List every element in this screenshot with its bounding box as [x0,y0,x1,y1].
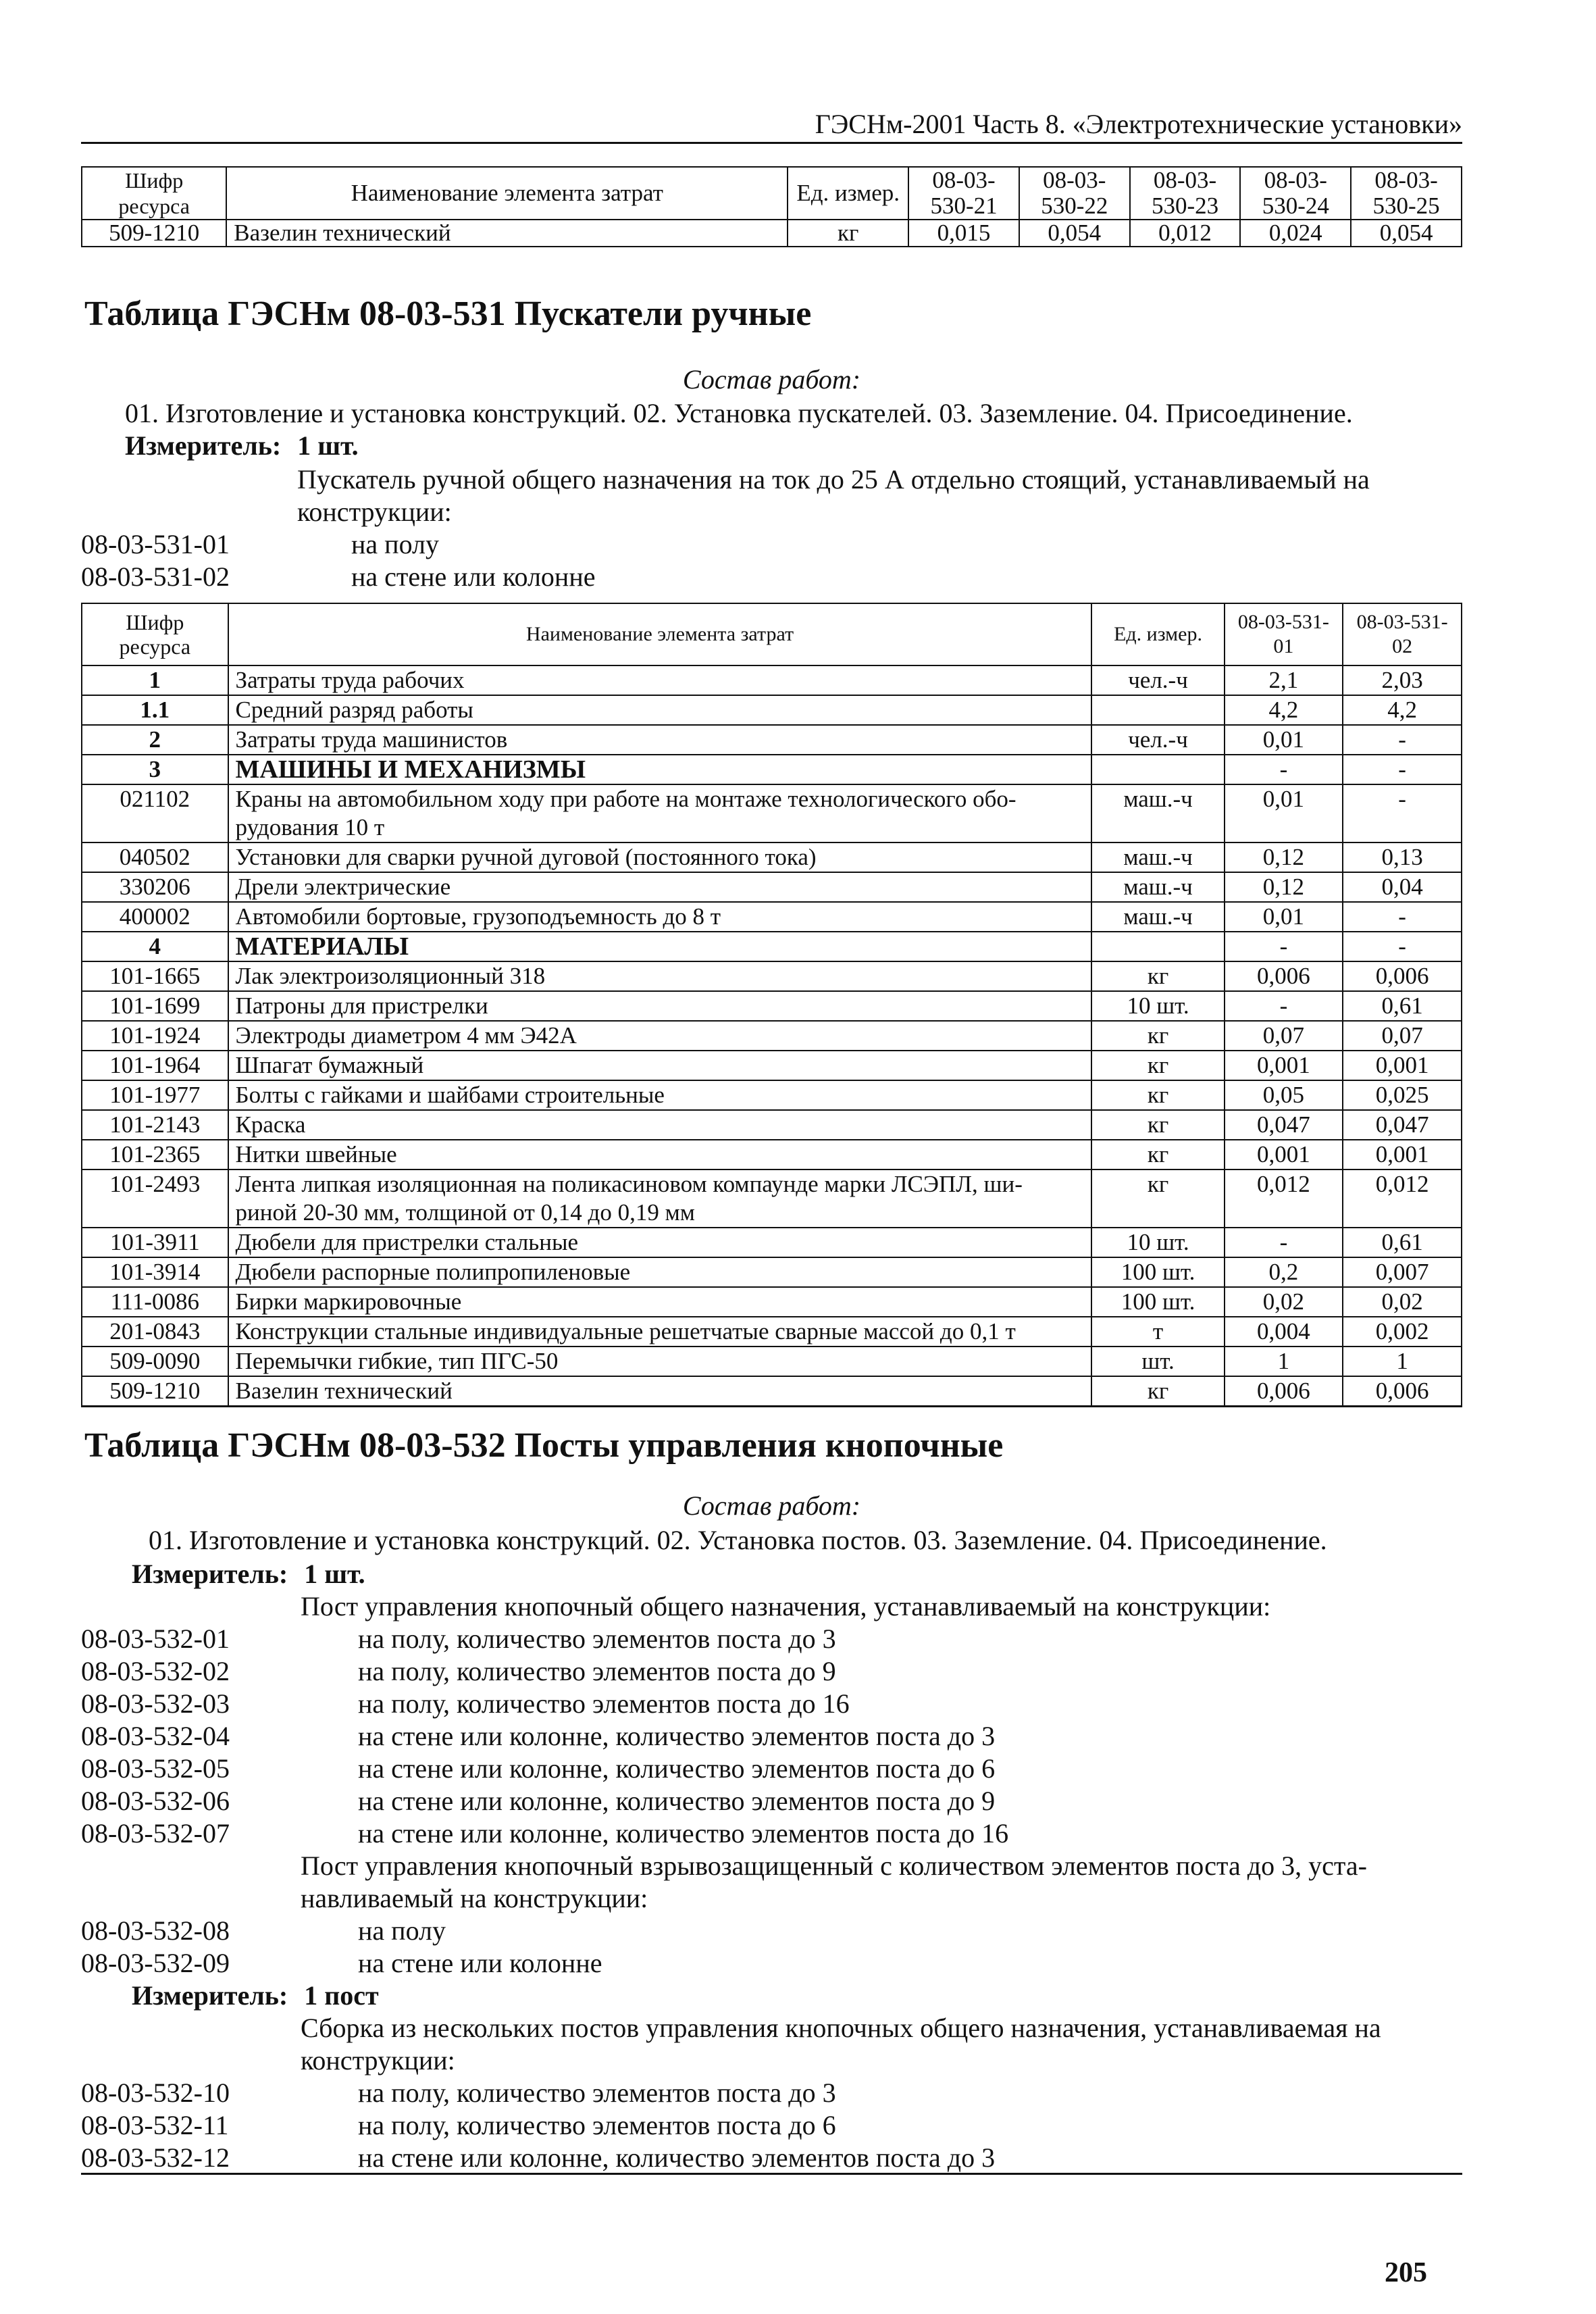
intro-text: Пост управления кнопочный общего назначения, устанавливаемый на конструкции: [301,1591,1271,1621]
table-row [82,872,1462,902]
cell-name [228,1287,1092,1317]
intro-text: Сборка из нескольких постов управления кнопочных общего назначения, устанавливаемая на [301,2013,1381,2043]
cell-v2: 0,02 [1343,1287,1462,1317]
cell-value: 0,024 [1240,220,1351,247]
cell-name [228,1317,1092,1347]
list-item [81,2077,1462,2111]
cell-v2: 0,006 [1343,1376,1462,1407]
bottom-rule [81,2173,1462,2175]
list-item [81,2109,1462,2143]
cell-name-text: Лак электроизоляционный 318 [235,963,546,989]
page-number: 205 [1385,2257,1427,2288]
measure-label: Измеритель: [132,1559,288,1589]
cell-unit: маш.-ч [1091,842,1224,872]
cell-name-text: Лента липкая изоляционная на поликасиновом компаунде марки ЛСЭПЛ, ши- [235,1171,1023,1197]
cell-v1: 0,02 [1225,1287,1343,1317]
cell-code: 400002 [82,902,228,932]
cell-v2: 0,04 [1343,872,1462,902]
table-531 [81,603,1462,1407]
cell-name-text: Средний разряд работы [235,697,473,723]
cell-code: 201-0843 [82,1317,228,1347]
item-desc: на полу [358,1915,446,1946]
cell-unit: кг [1091,961,1224,991]
cell-name-text: Конструкции стальные индивидуальные решетчатые сварные массой до 0,1 т [235,1318,1016,1344]
cell-unit: маш.-ч [1091,784,1224,842]
cell-unit: 100 шт. [1091,1287,1224,1317]
table-row [82,784,1462,842]
cell-name-text: Патроны для пристрелки [235,992,488,1019]
item-desc: на стене или колонне, количество элементов поста до 6 [358,1753,996,1784]
cell-name-text: Дюбели для пристрелки стальные [235,1229,579,1255]
cell-v1: 0,12 [1225,872,1343,902]
section-531-title: Таблица ГЭСНм 08-03-531 Пускатели ручные [84,295,812,333]
cell-v1: - [1225,991,1343,1021]
cell-v2: 1 [1343,1347,1462,1376]
cell-v2: 0,001 [1343,1051,1462,1080]
cell-name [228,695,1092,725]
table-530-tail [81,166,1462,247]
cell-unit: кг [1091,1376,1224,1407]
col-header-531-01: 08-03-531-01 [1225,603,1343,665]
cell-v1: 0,006 [1225,1376,1343,1407]
cell-unit: маш.-ч [1091,872,1224,902]
cell-v2: 0,001 [1343,1140,1462,1169]
list-item [81,1817,1462,1851]
cell-v1: 0,01 [1225,902,1343,932]
cell-v1: 0,05 [1225,1080,1343,1110]
cell-name [228,725,1092,755]
item-desc: на стене или колонне [358,1948,602,1978]
cell-v1: 0,07 [1225,1021,1343,1051]
table-row [82,1051,1462,1080]
cell-v1: 4,2 [1225,695,1343,725]
col-header-unit: Ед. измер. [788,167,908,220]
cell-v2: 0,13 [1343,842,1462,872]
list-item [81,561,1462,595]
cell-code: 101-1699 [82,991,228,1021]
cell-v1: - [1225,1228,1343,1257]
item-desc: на полу, количество элементов поста до 16 [358,1688,850,1719]
cell-v2: - [1343,932,1462,961]
item-code: 08-03-532-03 [81,1688,230,1719]
item-code: 08-03-532-08 [81,1915,230,1946]
list-item [81,1947,1462,1981]
item-desc: на полу, количество элементов поста до 3 [358,1624,836,1654]
cell-v1: 0,01 [1225,784,1343,842]
cell-code: 509-1210 [82,220,226,247]
table-row [82,961,1462,991]
table-row [82,991,1462,1021]
cell-v1: 0,001 [1225,1140,1343,1169]
intro-text-cont: конструкции: [297,497,452,527]
cell-name [228,1376,1092,1407]
cell-name: Вазелин технический [226,220,788,247]
item-code: 08-03-532-07 [81,1818,230,1848]
cell-name [228,842,1092,872]
cell-v1: 2,1 [1225,665,1343,695]
item-desc: на стене или колонне, количество элементов поста до 3 [358,2142,996,2173]
cell-unit [1091,755,1224,784]
list-item [81,1720,1462,1754]
cell-name-text: Шпагат бумажный [235,1052,424,1078]
measure-value: 1 пост [304,1980,379,2011]
cell-code: 1.1 [82,695,228,725]
cell-v1: 0,006 [1225,961,1343,991]
cell-code: 101-2143 [82,1110,228,1140]
item-code: 08-03-532-09 [81,1948,230,1978]
measure-value: 1 шт. [297,430,359,461]
cell-code: 4 [82,932,228,961]
running-header: ГЭСНм-2001 Часть 8. «Электротехнические установки» [815,109,1462,139]
cell-v2: - [1343,755,1462,784]
cell-v2: 2,03 [1343,665,1462,695]
cell-v1: 0,2 [1225,1257,1343,1287]
cell-v1: 0,012 [1225,1169,1343,1228]
table-row [82,1140,1462,1169]
cell-unit: кг [1091,1169,1224,1228]
measure-value: 1 шт. [304,1559,365,1589]
cell-name-text: Затраты труда машинистов [235,726,508,753]
cell-v2: 0,006 [1343,961,1462,991]
cell-name [228,755,1092,784]
measure-label: Измеритель: [125,430,282,461]
cell-v2: 0,07 [1343,1021,1462,1051]
cell-name-text: Электроды диаметром 4 мм Э42А [235,1022,577,1049]
cell-name [228,1080,1092,1110]
table-row [82,1080,1462,1110]
item-code: 08-03-532-05 [81,1753,230,1784]
list-item [81,1623,1462,1657]
cell-v1: 0,004 [1225,1317,1343,1347]
col-header-code: Шифр ресурса [82,603,228,665]
intro-text: Пост управления кнопочный взрывозащищенный с количеством элементов поста до 3, уста- [301,1851,1367,1881]
cell-name-text: Вазелин технический [235,1378,453,1404]
cell-v2: 0,025 [1343,1080,1462,1110]
item-code: 08-03-532-06 [81,1786,230,1816]
table-row [82,665,1462,695]
item-desc: на полу [351,529,439,559]
col-header-530-23: 08-03-530-23 [1130,167,1241,220]
list-item [81,1655,1462,1689]
intro-text: Пускатель ручной общего назначения на ток до 25 А отдельно стоящий, устанавливаемый на [297,464,1370,495]
cell-name [228,1228,1092,1257]
cell-unit: т [1091,1317,1224,1347]
cell-unit: кг [1091,1110,1224,1140]
col-header-530-24: 08-03-530-24 [1240,167,1351,220]
cell-unit: кг [1091,1051,1224,1080]
cell-code: 330206 [82,872,228,902]
cell-value: 0,015 [908,220,1019,247]
item-code: 08-03-531-01 [81,529,230,559]
table-row [82,842,1462,872]
cell-name-text: Бирки маркировочные [235,1288,462,1315]
cell-name-text: Затраты труда рабочих [235,667,465,693]
section-532-title: Таблица ГЭСНм 08-03-532 Посты управления кнопочные [84,1426,1004,1465]
works-label: Состав работ: [682,364,861,395]
intro-text-cont: навливаемый на конструкции: [301,1883,648,1913]
table-row [82,932,1462,961]
list-item [81,2142,1462,2175]
item-code: 08-03-532-12 [81,2142,230,2173]
cell-unit: кг [1091,1080,1224,1110]
cell-name-text: МАТЕРИАЛЫ [235,932,409,961]
cell-unit [1091,695,1224,725]
cell-name [228,1021,1092,1051]
cell-name-text: Перемычки гибкие, тип ПГС-50 [235,1348,559,1374]
col-header-name: Наименование элемента затрат [228,603,1092,665]
item-desc: на стене или колонне, количество элементов поста до 9 [358,1786,996,1816]
cell-code: 509-1210 [82,1376,228,1407]
cell-v1: 0,047 [1225,1110,1343,1140]
cell-name-text: Краска [235,1111,306,1138]
cell-unit: 10 шт. [1091,1228,1224,1257]
cell-name [228,902,1092,932]
works-list: 01. Изготовление и установка конструкций. 02. Установка постов. 03. Заземление. 04. Присоединение. [149,1525,1327,1555]
cell-name [228,991,1092,1021]
cell-value: 0,054 [1019,220,1130,247]
cell-code: 101-1924 [82,1021,228,1051]
table-row [82,1317,1462,1347]
item-desc: на полу, количество элементов поста до 6 [358,2110,836,2140]
cell-code: 101-2365 [82,1140,228,1169]
cell-code: 021102 [82,784,228,842]
cell-code: 3 [82,755,228,784]
col-header-unit: Ед. измер. [1091,603,1224,665]
cell-name [228,1110,1092,1140]
item-desc: на стене или колонне, количество элементов поста до 3 [358,1721,996,1751]
table-row [82,1376,1462,1407]
cell-name [228,665,1092,695]
table-row [82,902,1462,932]
item-desc: на полу, количество элементов поста до 3 [358,2078,836,2108]
cell-name [228,784,1092,842]
cell-value: 0,012 [1130,220,1241,247]
item-code: 08-03-532-10 [81,2078,230,2108]
table-row [82,1110,1462,1140]
item-code: 08-03-531-02 [81,561,230,592]
col-header-code: Шифр ресурса [82,167,226,220]
cell-v1: - [1225,932,1343,961]
intro-text-cont: конструкции: [301,2045,455,2076]
cell-name [228,932,1092,961]
list-item [81,528,1462,562]
cell-code: 040502 [82,842,228,872]
cell-name-text: Установки для сварки ручной дуговой (постоянного тока) [235,844,817,870]
cell-name [228,961,1092,991]
col-header-530-25: 08-03-530-25 [1351,167,1462,220]
cell-unit: 100 шт. [1091,1257,1224,1287]
cell-unit: чел.-ч [1091,665,1224,695]
cell-v1: - [1225,755,1343,784]
list-item [81,1915,1462,1948]
cell-code: 2 [82,725,228,755]
item-desc: на полу, количество элементов поста до 9 [358,1656,836,1686]
table-row [82,1169,1462,1228]
item-code: 08-03-532-02 [81,1656,230,1686]
cell-name-text: Нитки швейные [235,1141,397,1167]
cell-v2: - [1343,725,1462,755]
cell-v2: 0,007 [1343,1257,1462,1287]
list-item [81,1688,1462,1721]
works-list: 01. Изготовление и установка конструкций. 02. Установка пускателей. 03. Заземление. 04. Присоединение. [125,398,1353,428]
cell-name [228,1051,1092,1080]
cell-unit [1091,932,1224,961]
col-header-530-21: 08-03-530-21 [908,167,1019,220]
item-code: 08-03-532-01 [81,1624,230,1654]
cell-unit: маш.-ч [1091,902,1224,932]
cell-name [228,872,1092,902]
cell-code: 101-3914 [82,1257,228,1287]
cell-name-text: Болты с гайками и шайбами строительные [235,1082,665,1108]
cell-name [228,1169,1092,1228]
cell-code: 101-2493 [82,1169,228,1228]
table-row [82,1347,1462,1376]
cell-name [228,1140,1092,1169]
col-header-531-02: 08-03-531-02 [1343,603,1462,665]
cell-name-text: Дюбели распорные полипропиленовые [235,1259,631,1285]
cell-v2: - [1343,784,1462,842]
cell-v2: 0,61 [1343,1228,1462,1257]
cell-unit: чел.-ч [1091,725,1224,755]
cell-name-text: Автомобили бортовые, грузоподъемность до 8 т [235,903,721,930]
cell-code: 101-1665 [82,961,228,991]
col-header-530-22: 08-03-530-22 [1019,167,1130,220]
list-item [81,1753,1462,1786]
cell-unit: кг [1091,1140,1224,1169]
cell-v1: 1 [1225,1347,1343,1376]
table-row [82,1021,1462,1051]
cell-v1: 0,12 [1225,842,1343,872]
cell-v1: 0,01 [1225,725,1343,755]
cell-name [228,1347,1092,1376]
cell-code: 1 [82,665,228,695]
item-desc: на стене или колонне [351,561,596,592]
table-row [82,1257,1462,1287]
cell-unit: шт. [1091,1347,1224,1376]
table-row [82,1228,1462,1257]
cell-v2: 0,002 [1343,1317,1462,1347]
table-row [82,755,1462,784]
cell-name [228,1257,1092,1287]
table-row [82,220,1462,247]
cell-code: 509-0090 [82,1347,228,1376]
cell-unit: кг [788,220,908,247]
cell-value: 0,054 [1351,220,1462,247]
cell-v2: - [1343,902,1462,932]
cell-unit: 10 шт. [1091,991,1224,1021]
measure-label: Измеритель: [132,1980,288,2011]
cell-code: 101-1977 [82,1080,228,1110]
item-desc: на стене или колонне, количество элементов поста до 16 [358,1818,1009,1848]
table-row [82,1287,1462,1317]
cell-code: 111-0086 [82,1287,228,1317]
item-code: 08-03-532-11 [81,2110,229,2140]
cell-name-text-cont: рудования 10 т [235,814,385,840]
cell-unit: кг [1091,1021,1224,1051]
col-header-name: Наименование элемента затрат [226,167,788,220]
table-row [82,725,1462,755]
item-code: 08-03-532-04 [81,1721,230,1751]
table-row [82,695,1462,725]
cell-v2: 4,2 [1343,695,1462,725]
cell-name-text-cont: риной 20-30 мм, толщиной от 0,14 до 0,19 мм [235,1199,695,1226]
cell-code: 101-3911 [82,1228,228,1257]
header-rule [81,142,1462,144]
cell-name-text: МАШИНЫ И МЕХАНИЗМЫ [235,755,586,784]
works-label: Состав работ: [682,1490,861,1521]
list-item [81,1785,1462,1819]
cell-name-text: Дрели электрические [235,874,451,900]
cell-name-text: Краны на автомобильном ходу при работе на монтаже технологического обо- [235,786,1016,812]
cell-v1: 0,001 [1225,1051,1343,1080]
cell-v2: 0,047 [1343,1110,1462,1140]
cell-v2: 0,61 [1343,991,1462,1021]
cell-code: 101-1964 [82,1051,228,1080]
cell-v2: 0,012 [1343,1169,1462,1228]
